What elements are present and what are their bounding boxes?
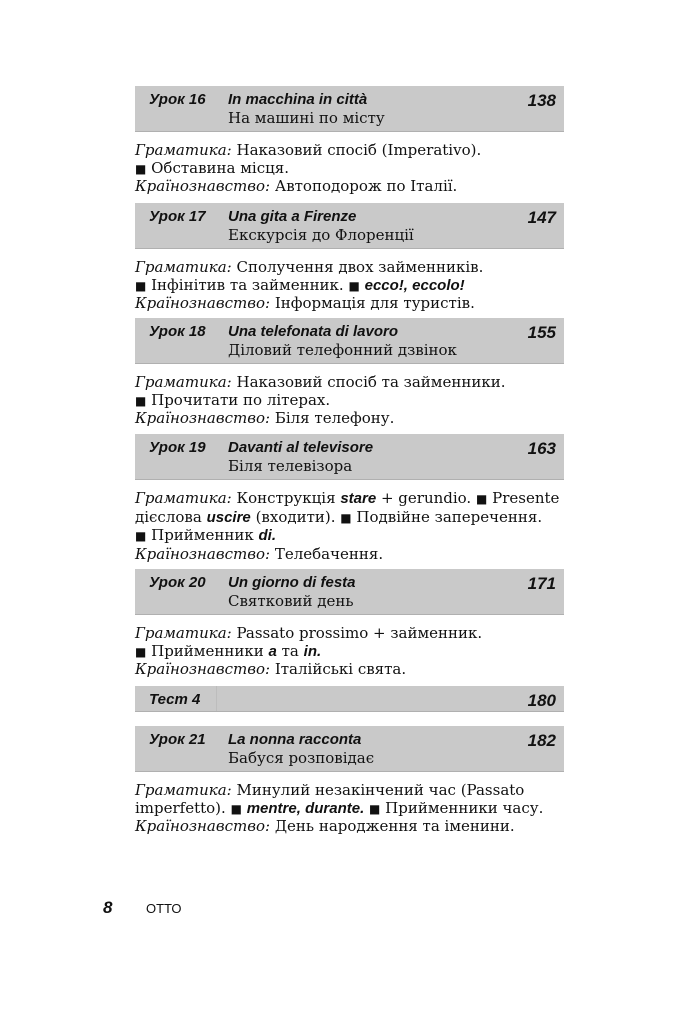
lesson-title-ukrainian: Діловий телефонний дзвінок — [228, 341, 457, 359]
grammar-term: di. — [258, 527, 276, 544]
lesson-header — [135, 318, 564, 364]
lesson-title-ukrainian: На машині по місту — [228, 109, 385, 127]
footer-page-number: 8 — [103, 898, 113, 917]
country-studies-label: Країнознавство: — [135, 544, 271, 563]
grammar-text: Прийменник — [151, 526, 254, 544]
test-header — [135, 686, 564, 712]
lesson-number: Урок 18 — [149, 323, 206, 340]
lesson-description — [135, 374, 564, 428]
lesson-header — [135, 203, 564, 249]
lesson-page-number: 171 — [527, 574, 556, 593]
lesson-page-number: 182 — [527, 731, 556, 750]
country-studies-text: Італійські свята. — [274, 660, 407, 678]
lesson-18 — [135, 318, 564, 428]
grammar-text: Наказовий спосіб (Imperativo). — [236, 141, 482, 159]
grammar-label: Граматика: — [135, 258, 232, 276]
test-page-number: 180 — [527, 691, 556, 710]
grammar-term: ecco!, eccolo! — [364, 276, 465, 294]
lesson-title-italian: Un giorno di festa — [228, 574, 356, 591]
footer-publisher: ОТТО — [146, 901, 182, 916]
header-divider — [216, 686, 217, 711]
lesson-19 — [135, 434, 564, 563]
country-studies-text: День народження та іменини. — [274, 817, 515, 835]
grammar-text: + gerundio. — [380, 489, 472, 507]
bullet-icon: ■ — [135, 529, 147, 543]
bullet-icon: ■ — [230, 801, 242, 816]
lesson-header — [135, 86, 564, 132]
lesson-title-ukrainian: Біля телевізора — [228, 457, 353, 475]
grammar-term: mentre, durante. — [246, 799, 365, 817]
grammar-text: Подвійне заперечення. — [356, 507, 543, 526]
grammar-text: Сполучення двох займенників. — [236, 258, 484, 276]
lesson-title-ukrainian: Екскурсія до Флоренції — [228, 226, 414, 244]
grammar-text: Прийменники — [151, 641, 264, 660]
grammar-term: uscire — [206, 508, 251, 526]
bullet-icon: ■ — [348, 278, 360, 293]
grammar-text: Passato prossimo + займенник. — [236, 624, 483, 642]
grammar-text: Минулий незакінчений час (Passato — [236, 781, 525, 799]
country-studies-text: Біля телефону. — [274, 409, 395, 427]
grammar-term: in. — [303, 642, 322, 660]
lesson-description — [135, 259, 564, 313]
grammar-text: (входити). — [255, 507, 336, 526]
lesson-title-italian: Una telefonata di lavoro — [228, 323, 399, 340]
lesson-header — [135, 726, 564, 772]
bullet-icon: ■ — [369, 801, 381, 816]
lesson-page-number: 138 — [527, 91, 556, 110]
lesson-description — [135, 625, 564, 679]
lesson-number: Урок 16 — [149, 91, 206, 108]
grammar-label: Граматика: — [135, 489, 232, 507]
grammar-label: Граматика: — [135, 373, 232, 391]
grammar-term: a — [268, 642, 277, 660]
test-label: Тест 4 — [149, 691, 201, 708]
grammar-text: Presente — [492, 489, 560, 507]
lesson-title-italian: La nonna racconta — [228, 731, 362, 748]
country-studies-label: Країнознавство: — [135, 817, 271, 835]
country-studies-text: Інформація для туристів. — [274, 294, 475, 312]
grammar-text: Прочитати по літерах. — [151, 390, 331, 409]
lesson-description — [135, 782, 564, 836]
grammar-text: Інфінітив та займенник. — [151, 275, 344, 294]
lesson-number: Урок 17 — [149, 208, 206, 225]
lesson-title-italian: Davanti al televisore — [228, 439, 374, 456]
grammar-text: Обставина місця. — [151, 158, 289, 177]
country-studies-label: Країнознавство: — [135, 177, 271, 195]
lesson-description — [135, 142, 564, 196]
grammar-text: imperfetto). — [135, 798, 226, 817]
country-studies-label: Країнознавство: — [135, 660, 271, 678]
grammar-text: та — [281, 641, 299, 660]
lesson-17 — [135, 203, 564, 313]
country-studies-text: Телебачення. — [274, 544, 384, 563]
lesson-header — [135, 434, 564, 480]
lesson-description — [135, 490, 564, 563]
grammar-label: Граматика: — [135, 141, 232, 159]
lesson-title-ukrainian: Святковий день — [228, 592, 354, 610]
test-4 — [135, 686, 564, 712]
country-studies-label: Країнознавство: — [135, 294, 271, 312]
grammar-label: Граматика: — [135, 624, 232, 642]
grammar-label: Граматика: — [135, 781, 232, 799]
lesson-16 — [135, 86, 564, 196]
lesson-21 — [135, 726, 564, 836]
lesson-title-italian: Una gita a Firenze — [228, 208, 357, 225]
lesson-number: Урок 20 — [149, 574, 206, 591]
bullet-icon: ■ — [135, 644, 147, 659]
lesson-number: Урок 19 — [149, 439, 206, 456]
grammar-text: дієслова — [135, 507, 202, 526]
lesson-title-ukrainian: Бабуся розповідає — [228, 749, 375, 767]
country-studies-text: Автоподорож по Італії. — [274, 177, 458, 195]
bullet-icon: ■ — [135, 393, 147, 408]
grammar-text: Конструкція — [236, 489, 336, 507]
lesson-header — [135, 569, 564, 615]
bullet-icon: ■ — [135, 161, 147, 176]
bullet-icon: ■ — [340, 510, 352, 525]
lesson-title-italian: In macchina in città — [228, 91, 368, 108]
lesson-page-number: 163 — [527, 439, 556, 458]
lesson-number: Урок 21 — [149, 731, 206, 748]
bullet-icon: ■ — [135, 278, 147, 293]
lesson-20 — [135, 569, 564, 679]
bullet-icon: ■ — [475, 492, 488, 506]
grammar-term: stare — [340, 490, 377, 507]
lesson-page-number: 147 — [527, 208, 556, 227]
grammar-text: Наказовий спосіб та займенники. — [236, 373, 506, 391]
lesson-page-number: 155 — [527, 323, 556, 342]
country-studies-label: Країнознавство: — [135, 409, 271, 427]
grammar-text: Прийменники часу. — [385, 798, 544, 817]
